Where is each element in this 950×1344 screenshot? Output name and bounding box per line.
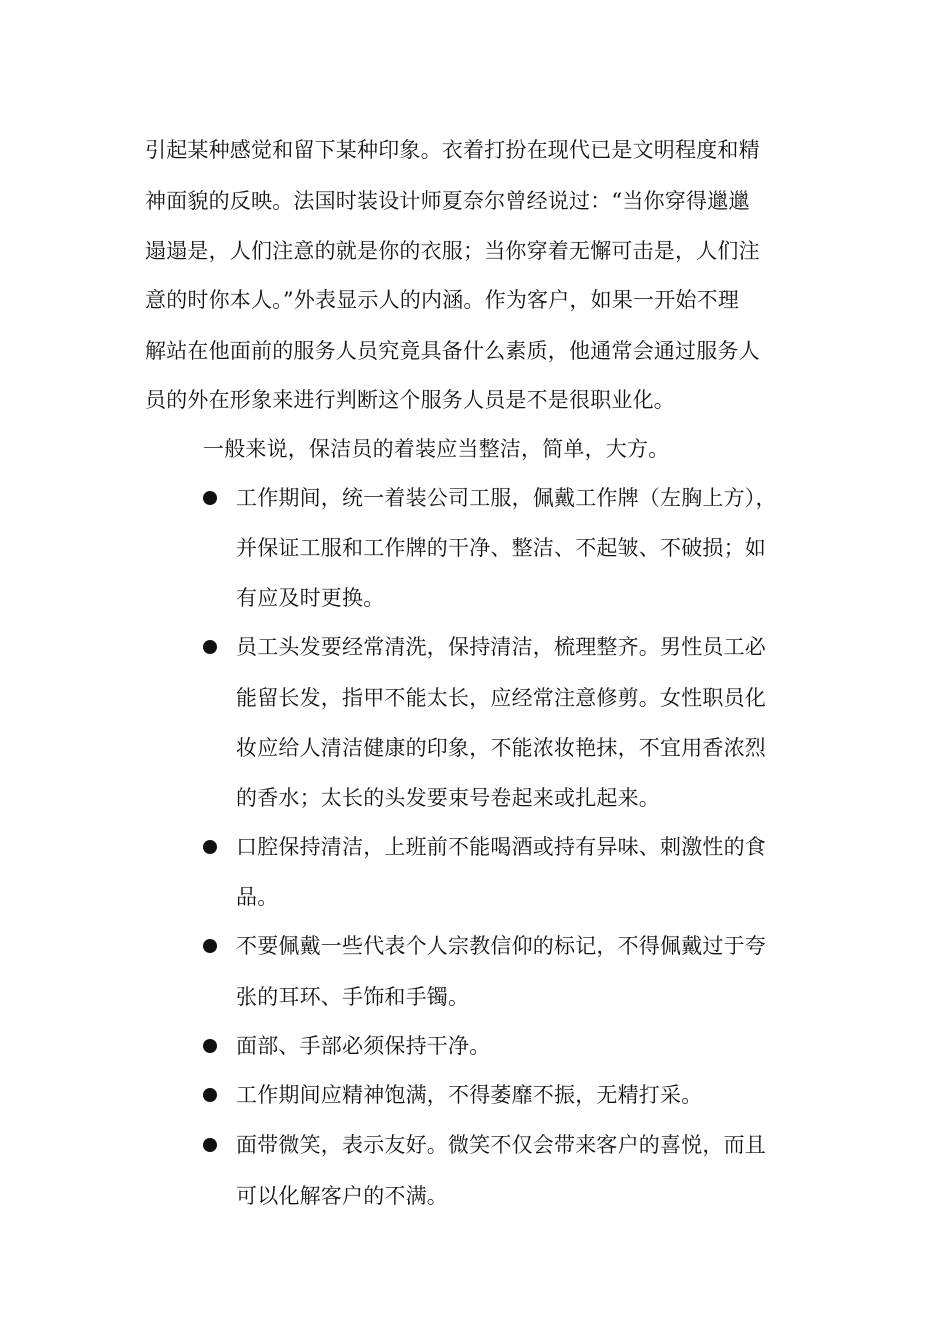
bullet-icon bbox=[203, 1039, 217, 1053]
bullet-icon bbox=[203, 491, 217, 505]
bullet-line: 妆应给人清洁健康的印象，不能浓妆艳抹，不宜用香浓烈 bbox=[236, 736, 766, 760]
bullet-line: 面带微笑，表示友好。微笑不仅会带来客户的喜悦，而且 bbox=[236, 1133, 766, 1157]
bullet-line: 能留长发，指甲不能太长，应经常注意修剪。女性职员化 bbox=[236, 686, 766, 710]
bullet-line: 张的耳环、手饰和手镯。 bbox=[236, 985, 470, 1009]
bullet-icon bbox=[203, 640, 217, 654]
intro-line: 遢遢是，人们注意的就是你的衣服；当你穿着无懈可击是，人们注 bbox=[145, 239, 760, 263]
intro-line: 员的外在形象来进行判断这个服务人员是不是很职业化。 bbox=[145, 388, 675, 412]
bullet-line: 不要佩戴一些代表个人宗教信仰的标记，不得佩戴过于夸 bbox=[236, 934, 766, 958]
intro-line: 解站在他面前的服务人员究竟具备什么素质，他通常会通过服务人 bbox=[145, 339, 760, 363]
bullet-line: 可以化解客户的不满。 bbox=[236, 1184, 448, 1208]
bullet-line: 工作期间应精神饱满，不得萎靡不振，无精打采。 bbox=[236, 1083, 703, 1107]
bullet-line: 面部、手部必须保持干净。 bbox=[236, 1034, 491, 1058]
bullet-icon bbox=[203, 1088, 217, 1102]
bullet-icon bbox=[203, 939, 217, 953]
bullet-line: 口腔保持清洁，上班前不能喝酒或持有异味、刺激性的食 bbox=[236, 835, 766, 859]
summary-line: 一般来说，保洁员的着装应当整洁，简单，大方。 bbox=[203, 437, 670, 461]
intro-line: 引起某种感觉和留下某种印象。衣着打扮在现代已是文明程度和精 bbox=[145, 138, 760, 162]
bullet-line: 工作期间，统一着装公司工服，佩戴工作牌（左胸上方）， bbox=[236, 486, 777, 510]
intro-line: 神面貌的反映。法国时装设计师夏奈尔曾经说过：“当你穿得邋邋 bbox=[145, 189, 750, 213]
bullet-line: 员工头发要经常清洗，保持清洁，梳理整齐。男性员工必 bbox=[236, 635, 766, 659]
intro-line: 意的时你本人。”外表显示人的内涵。作为客户，如果一开始不理 bbox=[145, 288, 740, 312]
bullet-line: 品。 bbox=[236, 885, 279, 909]
bullet-icon bbox=[203, 1138, 217, 1152]
bullet-icon bbox=[203, 840, 217, 854]
bullet-line: 并保证工服和工作牌的干净、整洁、不起皱、不破损；如 bbox=[236, 536, 766, 560]
bullet-line: 的香水；太长的头发要束号卷起来或扎起来。 bbox=[236, 786, 660, 810]
bullet-line: 有应及时更换。 bbox=[236, 586, 385, 610]
